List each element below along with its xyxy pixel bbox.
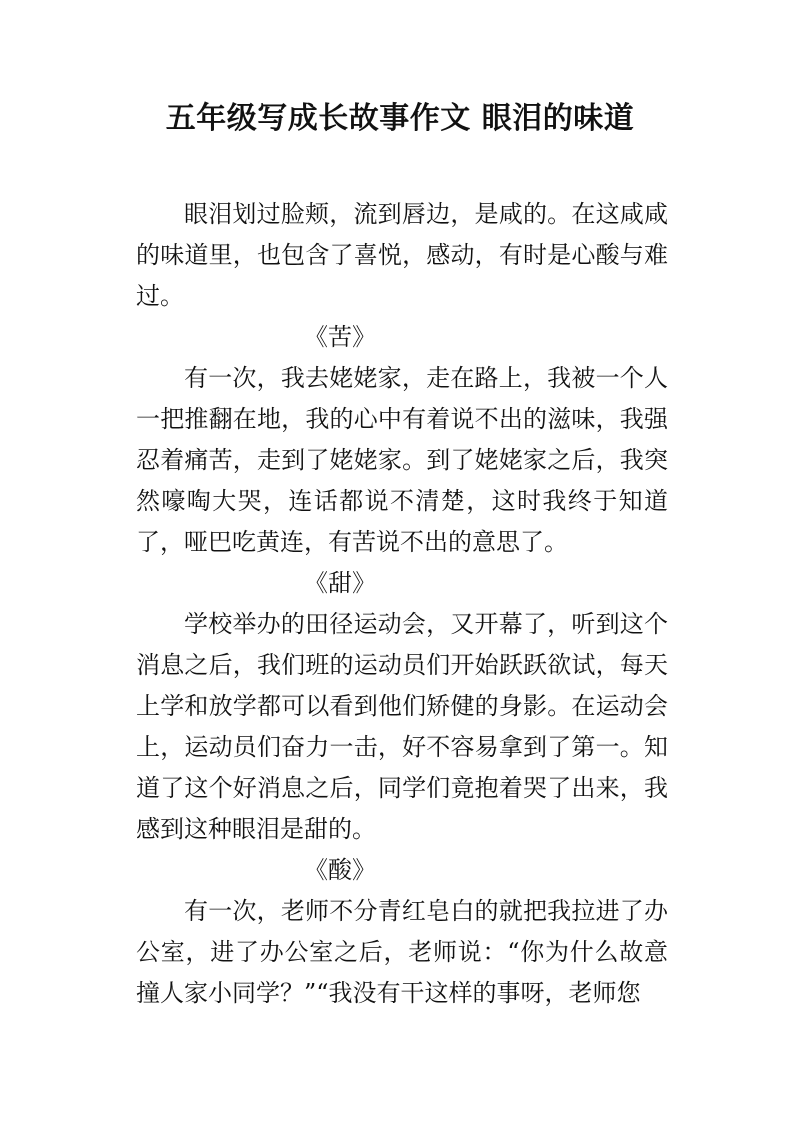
section-heading-sweet: 《甜》: [304, 569, 376, 597]
section-paragraph-sour: 有一次，老师不分青红皂白的就把我拉进了办公室，进了办公室之后，老师说：“你为什么故意撞人家小同学？”“我没有干这样的事呀，老师您: [136, 897, 668, 1007]
section-heading-sour: 《酸》: [304, 856, 376, 884]
intro-paragraph: 眼泪划过脸颊，流到唇边，是咸的。在这咸咸的味道里，也包含了喜悦，感动，有时是心酸与难过。: [136, 200, 668, 310]
section-paragraph-bitter: 有一次，我去姥姥家，走在路上，我被一个人一把推翻在地，我的心中有着说不出的滋味，我强忍着痛苦，走到了姥姥家。到了姥姥家之后，我突然嚎啕大哭，连话都说不清楚，这时我终于知道了，哑巴吃黄连，有苦说不出的意思了。: [136, 364, 668, 556]
section-heading-bitter: 《苦》: [304, 323, 376, 351]
section-paragraph-sweet: 学校举办的田径运动会，又开幕了，听到这个消息之后，我们班的运动员们开始跃跃欲试，每天上学和放学都可以看到他们矫健的身影。在运动会上，运动员们奋力一击，好不容易拿到了第一。知道了这个好消息之后，同学们竟抱着哭了出来，我感到这种眼泪是甜的。: [136, 610, 668, 843]
document-title: 五年级写成长故事作文 眼泪的味道: [165, 101, 635, 136]
document-body: [136, 194, 668, 1014]
